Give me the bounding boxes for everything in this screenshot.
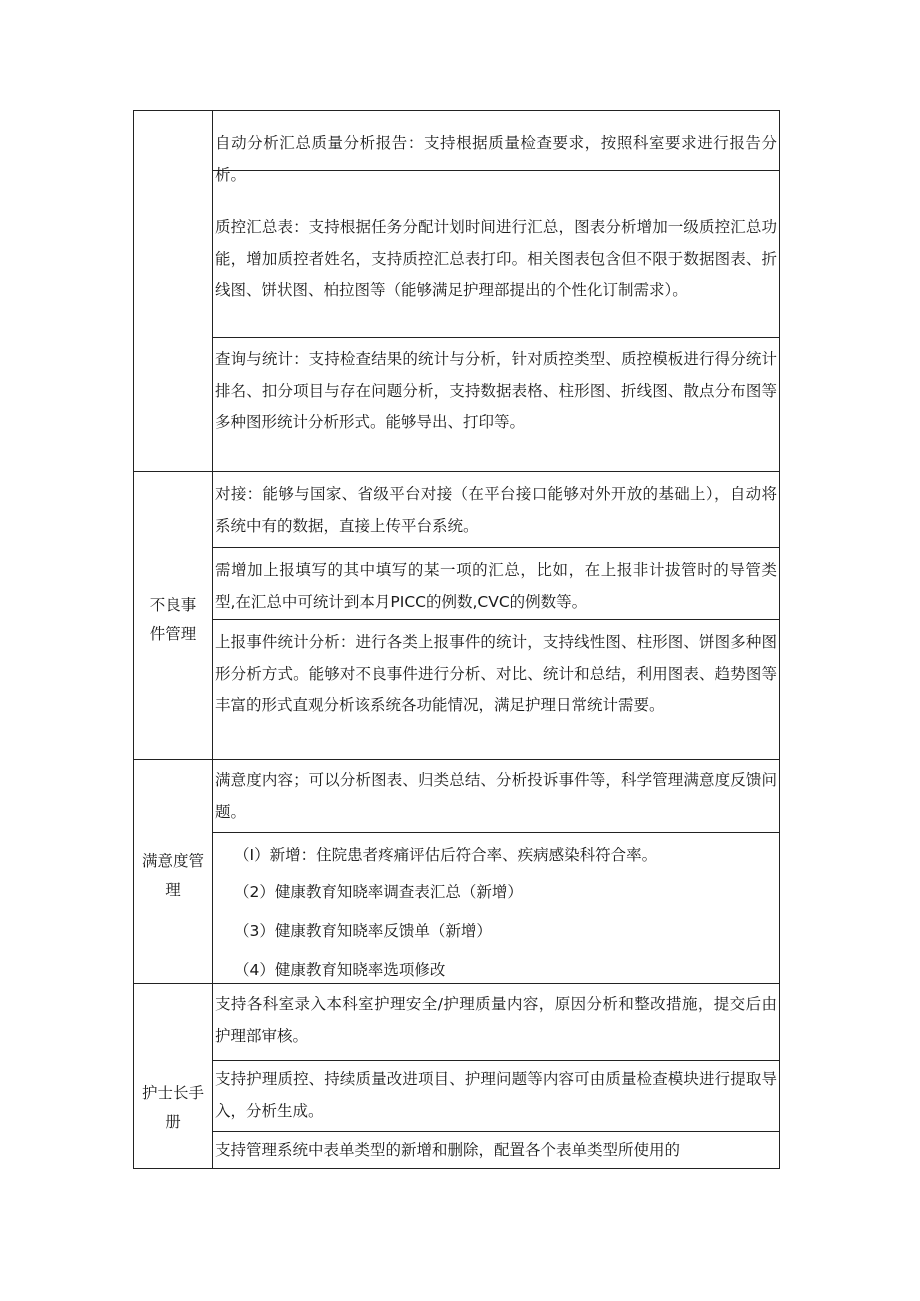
list-item: （I）新增：住院患者疼痛评估后符合率、疾病感染科符合率。 bbox=[234, 846, 658, 864]
table-cell: 需增加上报填写的其中填写的某一项的汇总，比如，在上报非计拔管时的导管类型,在汇总中可统计到本月PICC的例数,CVC的例数等。 bbox=[215, 561, 777, 611]
section-label-line: 册 bbox=[165, 1113, 181, 1131]
requirements-table bbox=[133, 110, 780, 1169]
table-cell: 对接：能够与国家、省级平台对接（在平台接口能够对外开放的基础上），自动将系统中有的数据，直接上传平台系统。 bbox=[215, 485, 777, 535]
section-label-line: 不良事 bbox=[149, 596, 197, 614]
row-divider bbox=[213, 1060, 779, 1061]
table-cell: 上报事件统计分析：进行各类上报事件的统计，支持线性图、柱形图、饼图多种图形分析方式。能够对不良事件进行分析、对比、统计和总结，利用图表、趋势图等丰富的形式直观分析该系统各功能情况，满足护理日常统计需要。 bbox=[215, 633, 777, 714]
list-item: （3）健康教育知晓率反馈单（新增） bbox=[234, 922, 492, 940]
section-label-line: 满意度管 bbox=[141, 852, 204, 870]
section-label-satisfaction bbox=[134, 847, 212, 905]
table-cell: 自动分析汇总质量分析报告：支持根据质量检查要求，按照科室要求进行报告分析。 bbox=[215, 134, 777, 184]
section-label-line: 护士长手 bbox=[141, 1084, 204, 1102]
table-cell: 支持各科室录入本科室护理安全/护理质量内容，原因分析和整改措施，提交后由护理部审核。 bbox=[215, 995, 777, 1045]
table-cell: 支持管理系统中表单类型的新增和删除，配置各个表单类型所使用的 bbox=[215, 1141, 681, 1159]
row-divider bbox=[213, 619, 779, 620]
row-divider bbox=[213, 1131, 779, 1132]
list-item: （2）健康教育知晓率调查表汇总（新增） bbox=[234, 883, 523, 901]
table-cell: 查询与统计：支持检查结果的统计与分析，针对质控类型、质控模板进行得分统计排名、扣分项目与存在问题分析，支持数据表格、柱形图、折线图、散点分布图等多种图形统计分析形式。能够导出、打印等。 bbox=[215, 350, 777, 431]
row-divider bbox=[213, 337, 779, 338]
section-label-line: 件管理 bbox=[149, 625, 197, 643]
list-item: （4）健康教育知晓率选项修改 bbox=[234, 961, 446, 979]
section-label-head-nurse-handbook bbox=[134, 1079, 212, 1137]
row-divider bbox=[213, 832, 779, 833]
row-divider bbox=[134, 471, 779, 472]
table-cell: 满意度内容；可以分析图表、归类总结、分析投诉事件等，科学管理满意度反馈问题。 bbox=[215, 771, 777, 821]
table-cell: 支持护理质控、持续质量改进项目、护理问题等内容可由质量检查模块进行提取导入，分析生成。 bbox=[215, 1070, 777, 1120]
section-label-adverse-events bbox=[134, 591, 212, 649]
row-divider bbox=[134, 983, 779, 984]
column-divider bbox=[212, 111, 213, 1168]
table-cell: 质控汇总表：支持根据任务分配计划时间进行汇总，图表分析增加一级质控汇总功能，增加质控者姓名，支持质控汇总表打印。相关图表包含但不限于数据图表、折线图、饼状图、柏拉图等（能够满足护理部提出的个性化订制需求）。 bbox=[215, 218, 777, 299]
row-divider bbox=[134, 759, 779, 760]
section-label-line: 理 bbox=[165, 881, 181, 899]
row-divider bbox=[213, 547, 779, 548]
